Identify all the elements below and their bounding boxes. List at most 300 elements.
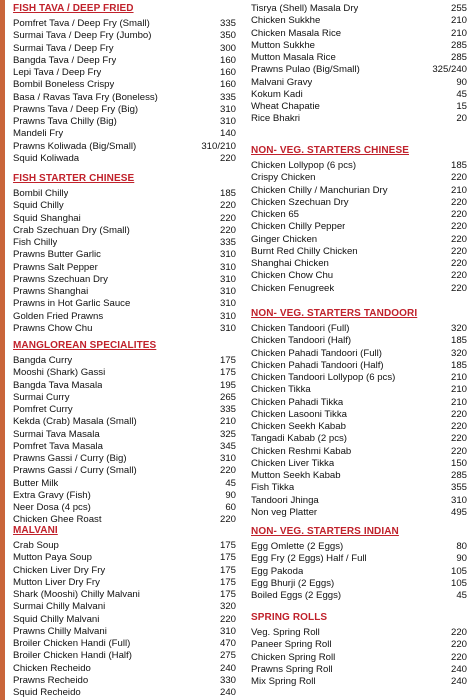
menu-item-price: 220 — [219, 224, 236, 236]
menu-item-price: 325 — [219, 428, 236, 440]
menu-item-name: Surmai Curry — [13, 391, 70, 403]
menu-item-row — [13, 540, 236, 552]
menu-item-name: Chicken Pahadi Tandoori (Full) — [251, 347, 383, 359]
menu-item-name: Mix Spring Roll — [251, 676, 316, 687]
menu-item-price: 90 — [456, 76, 467, 88]
menu-item-name: Crab Soup — [13, 540, 59, 551]
section-title: NON- VEG. STARTERS TANDOORI — [251, 308, 418, 319]
menu-item-price: 175 — [219, 540, 236, 551]
menu-item-name: Tangadi Kabab (2 pcs) — [251, 433, 347, 445]
menu-item-price: 160 — [219, 67, 236, 78]
menu-item-row — [251, 172, 467, 184]
menu-item-row — [13, 355, 236, 367]
menu-item-price: 220 — [450, 651, 467, 663]
section-title: MALVANI — [13, 525, 58, 536]
menu-item-row — [13, 153, 236, 165]
menu-item-price: 335 — [219, 404, 236, 415]
menu-item-price: 140 — [219, 128, 236, 140]
menu-item-name: Mutton Paya Soup — [13, 552, 92, 564]
menu-item-row — [13, 55, 236, 67]
menu-item-price: 210 — [219, 416, 236, 428]
menu-item-name: Egg Omlette (2 Eggs) — [251, 541, 344, 552]
menu-item-row — [251, 160, 467, 172]
menu-item-price: 300 — [219, 42, 236, 54]
menu-item-name: Pomfret Tava / Deep Fry (Small) — [13, 18, 150, 29]
menu-item-price: 335 — [219, 237, 236, 248]
menu-item-name: Prawns Butter Garlic — [13, 249, 101, 261]
menu-item-row — [251, 470, 467, 482]
menu-item-row — [251, 348, 467, 360]
menu-item-price: 255 — [450, 3, 467, 14]
menu-item-row — [13, 249, 236, 261]
menu-item-row — [13, 225, 236, 237]
menu-item-price: 240 — [450, 663, 467, 675]
menu-item-row — [13, 565, 236, 577]
menu-item-name: Prawns Salt Pepper — [13, 261, 98, 273]
menu-item-price: 320 — [450, 323, 467, 334]
menu-item-name: Malvani Gravy — [251, 76, 313, 88]
menu-item-price: 220 — [450, 245, 467, 257]
menu-item-row — [13, 614, 236, 626]
menu-item-row — [13, 577, 236, 589]
menu-item-price: 175 — [219, 576, 236, 588]
menu-item-name: Prawns Recheido — [13, 674, 89, 686]
menu-item-price: 45 — [456, 88, 467, 100]
menu-item-row — [251, 458, 467, 470]
section-title: FISH STARTER CHINESE — [13, 173, 135, 184]
menu-item-price: 470 — [219, 638, 236, 649]
menu-item-row — [13, 188, 236, 200]
menu-item-row — [13, 30, 236, 42]
menu-item-name: Mutton Seekh Kabab — [251, 470, 341, 481]
menu-section-non-veg-starters-tandoori — [251, 308, 467, 519]
menu-item-price: 220 — [450, 258, 467, 269]
menu-item-name: Broiler Chicken Handi (Half) — [13, 650, 132, 662]
menu-item-name: Surmai Tava / Deep Fry (Jumbo) — [13, 30, 152, 42]
menu-item-row — [13, 262, 236, 274]
menu-item-name: Chicken Tandoori (Full) — [251, 323, 350, 334]
menu-item-price: 185 — [450, 359, 467, 371]
menu-item-name: Chicken Liver Dry Fry — [13, 564, 106, 576]
menu-item-price: 220 — [219, 613, 236, 625]
menu-item-name: Egg Pakoda — [251, 565, 304, 577]
menu-item-name: Tisrya (Shell) Masala Dry — [251, 3, 359, 14]
menu-item-name: Ginger Chicken — [251, 233, 318, 245]
menu-item-name: Broiler Chicken Handi (Full) — [13, 638, 131, 649]
menu-item-name: Golden Fried Prawns — [13, 310, 104, 322]
menu-item-name: Shark (Mooshi) Chilly Malvani — [13, 589, 140, 600]
section-title: SPRING ROLLS — [251, 612, 328, 623]
menu-item-price: 185 — [219, 188, 236, 199]
menu-item-name: Chicken Lasooni Tikka — [251, 408, 347, 420]
menu-item-name: Fish Chilly — [13, 237, 58, 248]
menu-item-row — [13, 650, 236, 662]
menu-item-name: Pomfret Curry — [13, 404, 73, 415]
menu-item-name: Squid Shanghai — [13, 212, 81, 224]
menu-item-price: 310 — [219, 625, 236, 637]
menu-item-row — [251, 270, 467, 282]
menu-item-row — [251, 433, 467, 445]
menu-item-price: 220 — [450, 270, 467, 282]
menu-item-row — [251, 101, 467, 113]
menu-item-row — [13, 465, 236, 477]
menu-item-row — [251, 676, 467, 688]
menu-item-name: Squid Recheido — [13, 687, 81, 698]
menu-item-name: Bombil Chilly — [13, 188, 69, 199]
menu-item-name: Chicken Spring Roll — [251, 651, 336, 663]
menu-item-row — [251, 89, 467, 101]
menu-item-price: 45 — [225, 477, 236, 489]
menu-item-name: Chicken Ghee Roast — [13, 514, 102, 526]
menu-item-row — [251, 590, 467, 602]
menu-item-price: 355 — [450, 482, 467, 494]
menu-item-price: 495 — [450, 506, 467, 518]
menu-item-price: 175 — [219, 367, 236, 379]
section-title: MANGLOREAN SPECIALITES — [13, 340, 157, 351]
menu-item-row — [251, 40, 467, 52]
menu-section-spring-rolls — [251, 612, 467, 688]
menu-item-row — [251, 446, 467, 458]
menu-item-price: 320 — [450, 347, 467, 359]
menu-item-name: Mutton Liver Dry Fry — [13, 576, 100, 588]
menu-item-price: 220 — [450, 209, 467, 220]
menu-item-name: Wheat Chapatie — [251, 101, 320, 112]
menu-item-price: 210 — [450, 396, 467, 408]
menu-item-row — [251, 209, 467, 221]
menu-item-name: Chicken Lollypop (6 pcs) — [251, 160, 357, 171]
menu-item-price: 240 — [219, 687, 236, 698]
menu-item-row — [13, 687, 236, 699]
menu-item-row — [13, 441, 236, 453]
menu-item-row — [13, 626, 236, 638]
menu-item-row — [13, 116, 236, 128]
menu-item-name: Fish Tikka — [251, 482, 295, 494]
menu-item-name: Mandeli Fry — [13, 128, 64, 140]
menu-item-row — [13, 638, 236, 650]
menu-item-name: Mutton Sukkhe — [251, 39, 315, 51]
menu-item-price: 310 — [450, 494, 467, 506]
menu-item-price: 220 — [450, 233, 467, 245]
menu-item-row — [13, 79, 236, 91]
menu-item-name: Lepi Tava / Deep Fry — [13, 67, 102, 78]
menu-item-price: 220 — [450, 639, 467, 651]
menu-item-name: Pomfret Tava Masala — [13, 440, 103, 452]
menu-item-row — [251, 64, 467, 76]
menu-item-name: Chicken Chilly / Manchurian Dry — [251, 184, 388, 196]
menu-item-name: Prawns Shanghai — [13, 286, 89, 297]
menu-item-row — [13, 552, 236, 564]
menu-section-non-veg-starters-chinese — [251, 145, 467, 295]
menu-item-name: Crab Szechuan Dry (Small) — [13, 224, 130, 236]
menu-item-row — [13, 416, 236, 428]
menu-item-price: 210 — [450, 372, 467, 383]
menu-item-price: 220 — [450, 421, 467, 432]
menu-item-row — [251, 234, 467, 246]
menu-item-price: 310 — [219, 298, 236, 310]
menu-item-price: 45 — [456, 590, 467, 601]
menu-item-name: Mooshi (Shark) Gassi — [13, 367, 106, 379]
menu-item-price: 310 — [219, 103, 236, 115]
menu-item-row — [251, 360, 467, 372]
menu-item-row — [251, 541, 467, 553]
menu-section-fish-tava-deep-fried — [13, 3, 236, 165]
menu-item-name: Chicken Reshmi Kabab — [251, 445, 352, 457]
menu-item-price: 285 — [450, 39, 467, 51]
menu-item-name: Prawns Tava / Deep Fry (Big) — [13, 103, 139, 115]
menu-item-price: 220 — [450, 282, 467, 294]
menu-item-price: 310 — [219, 249, 236, 261]
menu-item-row — [13, 67, 236, 79]
menu-item-price: 210 — [450, 15, 467, 27]
menu-section-malvani — [13, 525, 236, 699]
menu-item-row — [13, 392, 236, 404]
menu-item-name: Chicken Tandoori Lollypop (6 pcs) — [251, 372, 396, 383]
menu-item-name: Chicken Liver Tikka — [251, 457, 335, 469]
menu-item-row — [13, 104, 236, 116]
menu-item-price: 195 — [219, 379, 236, 391]
menu-item-row — [251, 335, 467, 347]
menu-item-row — [251, 323, 467, 335]
section-title: FISH TAVA / DEEP FRIED — [13, 3, 134, 14]
menu-item-row — [13, 589, 236, 601]
menu-item-price: 335 — [219, 18, 236, 29]
menu-item-name: Kekda (Crab) Masala (Small) — [13, 416, 137, 428]
menu-item-row — [13, 18, 236, 30]
menu-item-name: Burnt Red Chilly Chicken — [251, 245, 358, 257]
menu-item-row — [13, 141, 236, 153]
menu-item-row — [251, 553, 467, 565]
menu-item-price: 175 — [219, 589, 236, 600]
menu-item-row — [251, 113, 467, 125]
menu-item-price: 175 — [219, 564, 236, 576]
menu-item-price: 80 — [456, 541, 467, 552]
section-title: NON- VEG. STARTERS INDIAN — [251, 526, 399, 537]
menu-item-price: 310 — [219, 273, 236, 285]
menu-item-price: 60 — [225, 502, 236, 513]
menu-item-price: 285 — [450, 52, 467, 63]
menu-item-row — [13, 311, 236, 323]
menu-item-name: Prawns Koliwada (Big/Small) — [13, 140, 137, 152]
menu-item-price: 105 — [450, 577, 467, 589]
menu-item-name: Extra Gravy (Fish) — [13, 489, 91, 501]
menu-item-row — [13, 237, 236, 249]
menu-item-name: Chicken Pahadi Tandoori (Half) — [251, 359, 384, 371]
menu-item-name: Chicken Sukkhe — [251, 15, 321, 27]
menu-item-name: Mutton Masala Rice — [251, 52, 336, 63]
menu-item-price: 150 — [450, 457, 467, 469]
menu-item-row — [13, 380, 236, 392]
menu-item-name: Surmai Chilly Malvani — [13, 601, 106, 613]
menu-item-name: Tandoori Jhinga — [251, 494, 319, 506]
menu-section-fish-starter-chinese — [13, 173, 236, 335]
menu-item-name: Butter Milk — [13, 477, 59, 489]
menu-item-row — [13, 429, 236, 441]
menu-item-price: 220 — [219, 514, 236, 526]
menu-item-price: 175 — [219, 355, 236, 366]
menu-item-row — [13, 323, 236, 335]
menu-item-name: Surmai Tava Masala — [13, 428, 100, 440]
menu-item-name: Crispy Chicken — [251, 172, 316, 184]
menu-item-price: 220 — [450, 433, 467, 445]
menu-item-name: Chicken Chilly Pepper — [251, 221, 346, 233]
menu-item-row — [13, 286, 236, 298]
menu-item-name: Chicken Tikka — [251, 384, 311, 396]
menu-item-name: Chicken Tandoori (Half) — [251, 335, 352, 347]
menu-item-price: 210 — [450, 384, 467, 396]
menu-item-name: Basa / Ravas Tava Fry (Boneless) — [13, 91, 158, 103]
menu-item-name: Squid Chilly — [13, 200, 64, 212]
menu-item-name: Prawns Chow Chu — [13, 322, 93, 334]
menu-item-row — [13, 675, 236, 687]
menu-item-name: Prawns Pulao (Big/Small) — [251, 64, 360, 76]
menu-item-row — [13, 43, 236, 55]
menu-item-row — [13, 601, 236, 613]
menu-item-price: 210 — [450, 27, 467, 39]
menu-item-name: Surmai Tava / Deep Fry — [13, 42, 114, 54]
menu-item-row — [251, 197, 467, 209]
menu-section-continued — [251, 3, 467, 126]
menu-item-row — [13, 490, 236, 502]
menu-item-row — [251, 3, 467, 15]
menu-item-name: Veg. Spring Roll — [251, 627, 320, 638]
menu-item-row — [13, 298, 236, 310]
menu-item-price: 220 — [219, 465, 236, 477]
menu-item-price: 285 — [450, 470, 467, 481]
menu-item-name: Prawns Chilly Malvani — [13, 625, 107, 637]
menu-item-price: 335 — [219, 91, 236, 103]
menu-item-row — [251, 258, 467, 270]
menu-item-price: 275 — [219, 650, 236, 662]
menu-item-price: 220 — [450, 445, 467, 457]
menu-item-price: 185 — [450, 160, 467, 171]
menu-item-name: Shanghai Chicken — [251, 258, 329, 269]
menu-item-price: 160 — [219, 54, 236, 66]
menu-item-price: 220 — [219, 152, 236, 164]
menu-item-name: Boiled Eggs (2 Eggs) — [251, 590, 342, 601]
menu-item-row — [251, 77, 467, 89]
menu-item-price: 15 — [456, 101, 467, 112]
menu-item-price: 310/210 — [201, 140, 236, 152]
menu-item-row — [13, 502, 236, 514]
menu-item-row — [13, 404, 236, 416]
menu-item-name: Chicken Fenugreek — [251, 282, 335, 294]
menu-item-price: 220 — [219, 200, 236, 212]
menu-item-price: 220 — [450, 627, 467, 638]
menu-item-row — [251, 566, 467, 578]
menu-item-row — [13, 663, 236, 675]
menu-item-price: 310 — [219, 261, 236, 273]
menu-item-price: 220 — [450, 408, 467, 420]
menu-item-price: 310 — [219, 286, 236, 297]
menu-item-price: 240 — [219, 662, 236, 674]
menu-item-name: Chicken Szechuan Dry — [251, 196, 349, 208]
menu-item-price: 325/240 — [432, 64, 467, 76]
menu-item-row — [251, 409, 467, 421]
menu-item-row — [251, 482, 467, 494]
menu-item-price: 90 — [456, 553, 467, 565]
menu-item-row — [13, 213, 236, 225]
menu-item-row — [251, 52, 467, 64]
menu-section-manglorean-specialites — [13, 340, 236, 527]
menu-item-name: Squid Koliwada — [13, 152, 80, 164]
menu-item-price: 310 — [219, 322, 236, 334]
menu-item-name: Chicken Seekh Kabab — [251, 421, 346, 432]
menu-item-price: 345 — [219, 440, 236, 452]
menu-item-row — [251, 664, 467, 676]
menu-item-name: Squid Chilly Malvani — [13, 613, 100, 625]
menu-item-price: 185 — [450, 335, 467, 347]
menu-item-row — [13, 274, 236, 286]
menu-item-row — [13, 453, 236, 465]
menu-item-price: 90 — [225, 489, 236, 501]
menu-item-price: 310 — [219, 453, 236, 464]
menu-item-row — [251, 495, 467, 507]
menu-item-row — [251, 639, 467, 651]
menu-item-name: Rice Bhakri — [251, 113, 301, 125]
menu-item-price: 20 — [456, 113, 467, 125]
menu-item-row — [13, 92, 236, 104]
menu-item-name: Prawns in Hot Garlic Sauce — [13, 298, 131, 310]
menu-item-row — [251, 652, 467, 664]
menu-item-price: 220 — [450, 196, 467, 208]
menu-item-price: 310 — [219, 116, 236, 127]
menu-item-name: Non veg Platter — [251, 506, 318, 518]
menu-item-price: 320 — [219, 601, 236, 613]
menu-item-name: Chicken Recheido — [13, 662, 91, 674]
menu-item-name: Bangda Curry — [13, 355, 73, 366]
menu-item-name: Prawns Tava Chilly (Big) — [13, 116, 117, 127]
menu-item-price: 265 — [219, 391, 236, 403]
menu-item-row — [251, 578, 467, 590]
menu-item-price: 330 — [219, 674, 236, 686]
menu-item-row — [251, 246, 467, 258]
menu-item-price: 310 — [219, 310, 236, 322]
menu-item-price: 220 — [450, 172, 467, 184]
menu-item-row — [251, 397, 467, 409]
menu-item-price: 350 — [219, 30, 236, 42]
menu-item-row — [251, 185, 467, 197]
menu-item-name: Egg Bhurji (2 Eggs) — [251, 577, 335, 589]
menu-item-name: Bombil Boneless Crispy — [13, 79, 115, 91]
menu-item-name: Chicken 65 — [251, 209, 299, 220]
menu-item-price: 220 — [450, 221, 467, 233]
menu-item-name: Chicken Chow Chu — [251, 270, 334, 282]
menu-item-row — [13, 478, 236, 490]
menu-item-name: Prawns Spring Roll — [251, 663, 333, 675]
menu-item-name: Chicken Masala Rice — [251, 27, 342, 39]
menu-item-price: 105 — [450, 565, 467, 577]
menu-item-row — [251, 372, 467, 384]
menu-item-name: Prawns Gassi / Curry (Big) — [13, 453, 127, 464]
menu-item-row — [251, 627, 467, 639]
menu-item-name: Bangda Tava / Deep Fry — [13, 54, 117, 66]
menu-item-name: Kokum Kadi — [251, 88, 303, 100]
menu-item-price: 175 — [219, 552, 236, 564]
menu-item-price: 220 — [219, 212, 236, 224]
menu-item-row — [13, 128, 236, 140]
menu-item-name: Neer Dosa (4 pcs) — [13, 502, 91, 513]
menu-item-row — [251, 384, 467, 396]
menu-item-name: Paneer Spring Roll — [251, 639, 332, 651]
menu-item-row — [13, 367, 236, 379]
menu-item-row — [251, 28, 467, 40]
menu-item-name: Chicken Pahadi Tikka — [251, 396, 344, 408]
menu-item-name: Egg Fry (2 Eggs) Half / Full — [251, 553, 367, 565]
menu-item-row — [13, 200, 236, 212]
menu-item-name: Bangda Tava Masala — [13, 379, 103, 391]
section-title: NON- VEG. STARTERS CHINESE — [251, 145, 409, 156]
menu-item-price: 210 — [450, 184, 467, 196]
